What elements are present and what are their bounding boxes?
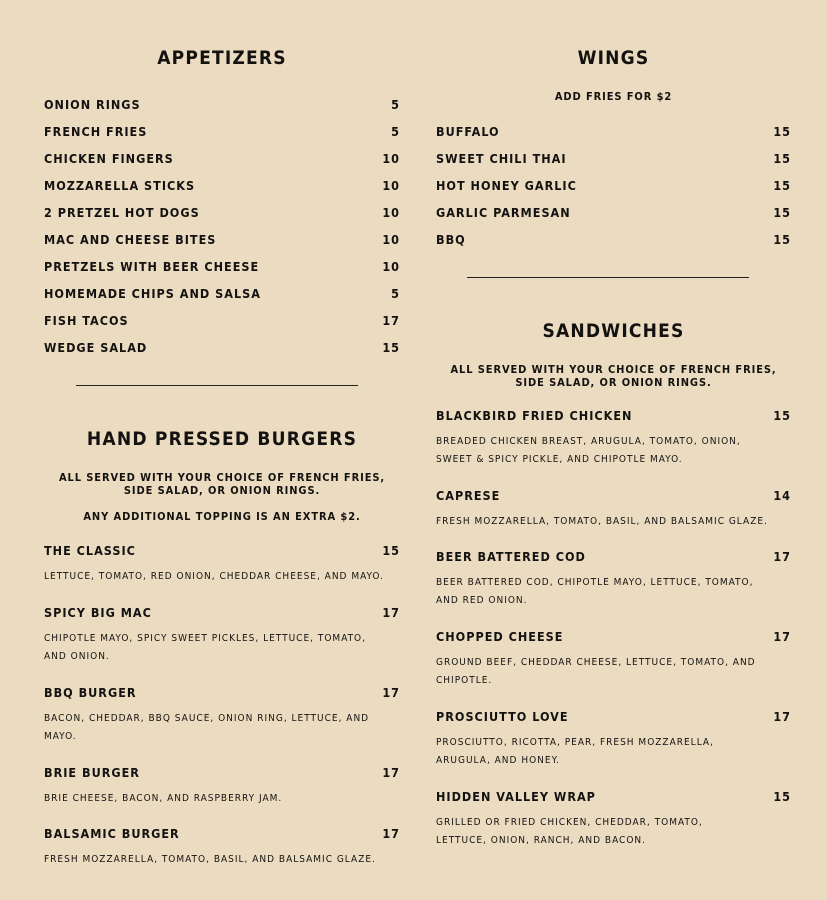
menu-item (44, 605, 400, 621)
item-price: 10 (382, 178, 400, 193)
item-name: PRETZELS WITH BEER CHEESE (44, 259, 260, 274)
item-description: LETTUCE, TOMATO, RED ONION, CHEDDAR CHEESE, AND MAYO. (44, 571, 384, 582)
item-description: BREADED CHICKEN BREAST, ARUGULA, TOMATO, ONION, SWEET & SPICY PICKLE, AND CHIPOTLE MAYO. (436, 436, 741, 465)
menu-item (436, 488, 791, 504)
item-price: 17 (382, 685, 400, 700)
item-name: GARLIC PARMESAN (436, 205, 571, 220)
item-name: BLACKBIRD FRIED CHICKEN (436, 408, 633, 423)
item-price: 17 (773, 629, 791, 644)
item-price: 5 (391, 97, 400, 112)
menu-item (44, 97, 400, 113)
wings-note: ADD FRIES FOR $2 (554, 90, 673, 103)
menu-item (44, 340, 400, 356)
item-price: 15 (773, 789, 791, 804)
item-name: BBQ (436, 232, 466, 247)
item-name: BALSAMIC BURGER (44, 826, 180, 841)
menu-item (436, 178, 791, 194)
menu-item (44, 543, 400, 559)
menu-item (436, 789, 791, 805)
menu-item (44, 178, 400, 194)
item-price: 10 (382, 205, 400, 220)
burgers-topping-note: ANY ADDITIONAL TOPPING IS AN EXTRA $2. (83, 510, 361, 523)
burgers-title: HAND PRESSED BURGERS (86, 428, 358, 450)
section-divider (76, 385, 358, 386)
menu-item (436, 629, 791, 645)
item-description: FRESH MOZZARELLA, TOMATO, BASIL, AND BALSAMIC GLAZE. (436, 516, 768, 527)
menu-item (44, 826, 400, 842)
item-price: 15 (382, 543, 400, 558)
item-price: 15 (773, 408, 791, 423)
item-price: 17 (773, 709, 791, 724)
item-name: BUFFALO (436, 124, 500, 139)
item-price: 15 (773, 205, 791, 220)
menu-item (436, 124, 791, 140)
item-name: BBQ BURGER (44, 685, 137, 700)
menu-item (436, 408, 791, 424)
menu-item (44, 685, 400, 701)
item-description: BEER BATTERED COD, CHIPOTLE MAYO, LETTUCE, TOMATO, AND RED ONION. (436, 577, 754, 606)
item-name: MOZZARELLA STICKS (44, 178, 196, 193)
menu-item (44, 259, 400, 275)
burgers-side-note: ALL SERVED WITH YOUR CHOICE OF FRENCH FRIES, SIDE SALAD, OR ONION RINGS. (58, 471, 386, 497)
item-description: GRILLED OR FRIED CHICKEN, CHEDDAR, TOMATO, LETTUCE, ONION, RANCH, AND BACON. (436, 817, 703, 846)
item-price: 10 (382, 232, 400, 247)
item-name: THE CLASSIC (44, 543, 136, 558)
item-price: 17 (773, 549, 791, 564)
item-name: PROSCIUTTO LOVE (436, 709, 569, 724)
wings-title: WINGS (577, 47, 650, 69)
sandwiches-side-note: ALL SERVED WITH YOUR CHOICE OF FRENCH FRIES, SIDE SALAD, OR ONION RINGS. (450, 363, 777, 389)
item-name: FISH TACOS (44, 313, 129, 328)
menu-item (44, 232, 400, 248)
item-price: 5 (391, 124, 400, 139)
item-price: 17 (382, 313, 400, 328)
item-description: GROUND BEEF, CHEDDAR CHEESE, LETTUCE, TOMATO, AND CHIPOTLE. (436, 657, 756, 686)
menu-item (44, 124, 400, 140)
item-name: 2 PRETZEL HOT DOGS (44, 205, 200, 220)
item-name: BRIE BURGER (44, 765, 140, 780)
item-price: 15 (773, 124, 791, 139)
item-price: 15 (382, 340, 400, 355)
menu-item (436, 205, 791, 221)
item-price: 15 (773, 151, 791, 166)
menu-item (436, 151, 791, 167)
sandwiches-title: SANDWICHES (542, 320, 685, 342)
item-description: FRESH MOZZARELLA, TOMATO, BASIL, AND BALSAMIC GLAZE. (44, 854, 376, 865)
item-name: HOT HONEY GARLIC (436, 178, 577, 193)
item-name: HIDDEN VALLEY WRAP (436, 789, 596, 804)
item-price: 15 (773, 178, 791, 193)
item-price: 17 (382, 765, 400, 780)
menu-item (44, 765, 400, 781)
item-price: 17 (382, 826, 400, 841)
appetizers-title: APPETIZERS (157, 47, 287, 69)
item-name: BEER BATTERED COD (436, 549, 586, 564)
item-price: 5 (391, 286, 400, 301)
item-name: CHOPPED CHEESE (436, 629, 564, 644)
item-name: CHICKEN FINGERS (44, 151, 174, 166)
item-description: PROSCIUTTO, RICOTTA, PEAR, FRESH MOZZARELLA, ARUGULA, AND HONEY. (436, 737, 714, 766)
item-name: ONION RINGS (44, 97, 141, 112)
section-divider (467, 277, 749, 278)
item-price: 15 (773, 232, 791, 247)
item-name: MAC AND CHEESE BITES (44, 232, 217, 247)
item-price: 14 (773, 488, 791, 503)
menu-item (44, 313, 400, 329)
item-price: 10 (382, 151, 400, 166)
menu-item (44, 286, 400, 302)
item-name: HOMEMADE CHIPS AND SALSA (44, 286, 261, 301)
menu-item (436, 709, 791, 725)
item-name: SPICY BIG MAC (44, 605, 152, 620)
item-name: SWEET CHILI THAI (436, 151, 567, 166)
menu-item (44, 205, 400, 221)
menu-item (436, 549, 791, 565)
item-name: WEDGE SALAD (44, 340, 148, 355)
item-price: 17 (382, 605, 400, 620)
menu-item (436, 232, 791, 248)
item-description: CHIPOTLE MAYO, SPICY SWEET PICKLES, LETTUCE, TOMATO, AND ONION. (44, 633, 366, 662)
item-price: 10 (382, 259, 400, 274)
item-name: FRENCH FRIES (44, 124, 148, 139)
item-description: BACON, CHEDDAR, BBQ SAUCE, ONION RING, LETTUCE, AND MAYO. (44, 713, 370, 742)
item-description: BRIE CHEESE, BACON, AND RASPBERRY JAM. (44, 793, 283, 804)
item-name: CAPRESE (436, 488, 501, 503)
menu-item (44, 151, 400, 167)
